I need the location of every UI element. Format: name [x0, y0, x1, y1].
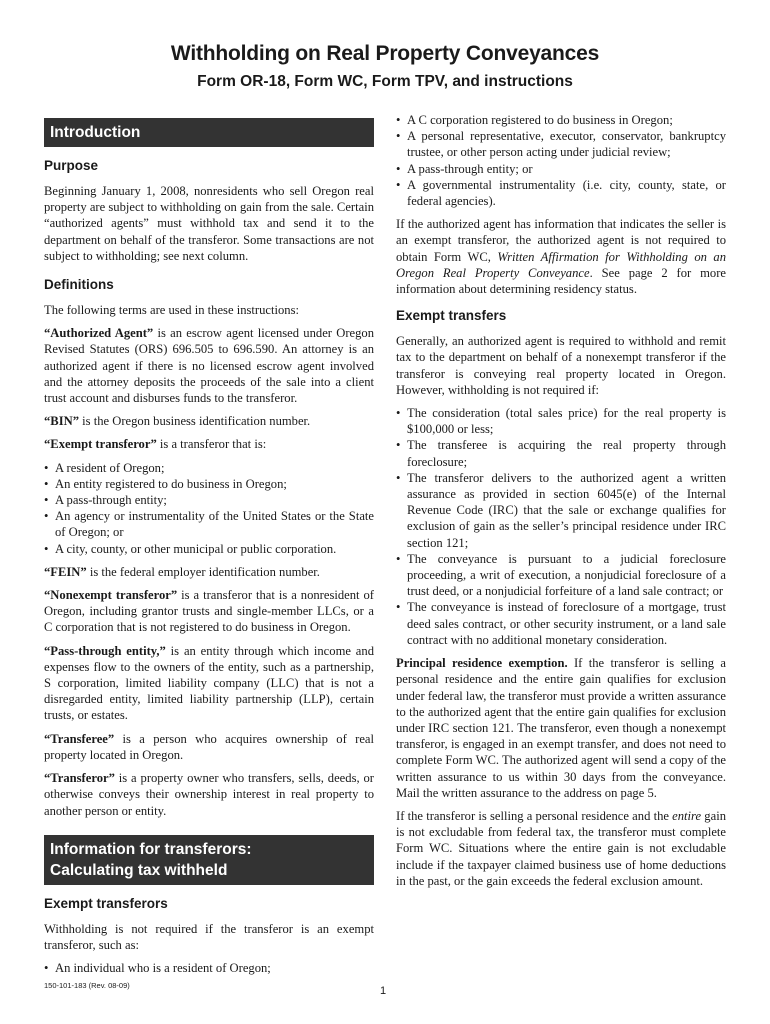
transferee-definition — [44, 731, 374, 763]
page-number: 1 — [380, 985, 387, 997]
entire-emphasis: entire — [672, 808, 702, 823]
fein-term: “FEIN” — [44, 564, 87, 579]
personal-residence-text: If the transferor is selling a personal residence and the — [396, 808, 673, 823]
exempt-transferor-definition — [44, 436, 374, 452]
exempt-transferor-list — [44, 460, 374, 557]
banner-line-2: Calculating tax withheld — [50, 861, 228, 879]
exempt-transferor-term: “Exempt transferor” — [44, 437, 157, 452]
bin-definition — [44, 413, 374, 429]
bin-text: is the Oregon business identification number. — [79, 414, 311, 429]
list-item: • A personal representative, executor, conservator, bankruptcy trustee, or other person acting under judicial review; — [396, 128, 726, 160]
exempt-transfers-heading: Exempt transfers — [396, 308, 507, 324]
transferor-definition — [44, 770, 374, 819]
transferors-info-banner — [44, 835, 374, 885]
list-item: • An entity registered to do business in Oregon; — [44, 476, 374, 492]
principal-residence-paragraph — [396, 655, 726, 801]
definitions-intro: The following terms are used in these instructions: — [44, 303, 299, 318]
exempt-transfers-list — [396, 405, 726, 648]
transferor-text: is a property owner who transfers, sells, deeds, or otherwise conveys their ownership interest in real property to another person or entity. — [44, 771, 374, 818]
authorized-agent-definition — [44, 325, 374, 406]
list-item: • The conveyance is pursuant to a judicial foreclosure proceeding, a writ of execution, a nonjudicial foreclosure of a trust deed, or a nonjudicial forfeiture of a land sale contract; or — [396, 551, 726, 600]
list-item: • An individual who is a resident of Oregon; — [44, 960, 374, 976]
list-item: • The consideration (total sales price) for the real property is $100,000 or less; — [396, 405, 726, 437]
list-item: • A governmental instrumentality (i.e. city, county, state, or federal agencies). — [396, 177, 726, 209]
exempt-transferors-heading: Exempt transferors — [44, 895, 168, 911]
exempt-transfers-paragraph: Generally, an authorized agent is required to withhold and remit tax to the department on behalf of a nonexempt transferor if the transferor is conveying real property located in Oregon. However, withholding is not required if: — [396, 334, 726, 397]
authorized-agent-term: “Authorized Agent” — [44, 326, 154, 341]
pass-through-text: is an entity through which income and expenses flow to the owners of the entity, such as a partnership, S corporation, limited liability company (LLC) that is not a disregarded entity, limited liability partnership (LLP), certain trusts, or estates. — [44, 643, 374, 723]
authorized-agent-text: is an escrow agent licensed under Oregon Revised Statutes (ORS) 696.505 to 696.590. An attorney is an authorized agent if there is no licensed escrow agent involved and the attorney deposits the proceeds of the sale into a client trust account and disburses funds to the transferor. — [44, 326, 375, 406]
document-subtitle: Form OR-18, Form WC, Form TPV, and instructions — [197, 73, 573, 90]
list-item: • A C corporation registered to do business in Oregon; — [396, 112, 726, 128]
personal-residence-paragraph — [396, 808, 726, 889]
form-revision-code: 150-101-183 (Rev. 08-09) — [44, 981, 130, 990]
agent-info-text-end: . See page 2 for more information about determining residency status. — [396, 265, 726, 297]
list-item: • The transferor delivers to the authorized agent a written assurance as provided in section 6045(e) of the Internal Revenue Code (IRC) that the sale or exchange qualifies for exclusion of gain as the seller’s principal residence under IRC section 121; — [396, 470, 726, 551]
exempt-transferors-list — [44, 960, 374, 976]
principal-residence-term: Principal residence exemption. — [396, 656, 568, 671]
pass-through-term: “Pass-through entity,” — [44, 643, 166, 658]
purpose-paragraph: Beginning January 1, 2008, nonresidents who sell Oregon real property are subject to withholding on gain from the sale. Certain “authorized agents” must withhold tax and send it to the department on behalf of the transferor. Some transactions are not subject to withholding; see next column. — [44, 184, 374, 263]
exempt-transferor-types-list — [396, 112, 726, 209]
exempt-transferors-paragraph: Withholding is not required if the transferor is an exempt transferor, such as: — [44, 921, 374, 952]
principal-residence-text: If the transferor is selling a personal residence and the entire gain qualifies for exclusion under federal law, the transferor must provide a written assurance to the authorized agent that the entire gain qualifies for exclusion under IRC section 121. The transferor, even though a nonexempt transferor, is engaged in an exempt transfer, and does not need to complete Form WC. The authorized agent will send a copy of the written assurance to us within 30 days from the conveyance. Mail the written assurance to the address on page 5. — [396, 656, 727, 800]
agent-info-paragraph — [396, 216, 726, 297]
list-item: • An agency or instrumentality of the United States or the State of Oregon; or — [44, 508, 374, 540]
transferee-text: is a person who acquires ownership of real property located in Oregon. — [44, 731, 374, 762]
list-item: • A city, county, or other municipal or public corporation. — [44, 541, 374, 557]
nonexempt-text: is a transferor that is a nonresident of Oregon, including grantor trusts and single-member LLCs, or a C corporation that is not registered to do business in Oregon. — [44, 588, 375, 635]
nonexempt-transferor-definition — [44, 587, 374, 636]
transferor-term: “Transferor” — [44, 771, 115, 786]
purpose-heading: Purpose — [44, 158, 99, 173]
document-title: Withholding on Real Property Conveyances — [170, 42, 600, 65]
introduction-banner: Introduction — [44, 118, 374, 147]
list-item: • The transferee is acquiring the real property through foreclosure; — [396, 437, 726, 469]
form-wc-title: Written Affirmation for Withholding on an Oregon Real Property Conveyance — [396, 249, 726, 280]
nonexempt-term: “Nonexempt transferor” — [44, 588, 178, 603]
agent-info-text: If the authorized agent has information that indicates the seller is an exempt transferor, the authorized agent is not required to obtain Form WC, — [396, 217, 726, 264]
transferee-term: “Transferee” — [44, 731, 115, 746]
list-item: • A pass-through entity; — [44, 492, 374, 508]
list-item: • A pass-through entity; or — [396, 161, 726, 177]
personal-residence-text-end: gain is not excludable from federal tax, the transferor must complete Form WC. Situations where the entire gain is not excludable include if the taxpayer claimed business use of home deductions in the past, or the gain exceeds the federal exclusion amount. — [396, 808, 726, 888]
left-column — [44, 114, 374, 983]
pass-through-definition — [44, 643, 374, 724]
list-item: • The conveyance is instead of foreclosure of a mortgage, trust deed sales contract, or other security instrument, or a land sale contract with no additional monetary consideration. — [396, 599, 726, 648]
bin-term: “BIN” — [44, 414, 79, 429]
exempt-transferor-text: is a transferor that is: — [156, 437, 267, 452]
definitions-heading: Definitions — [44, 277, 114, 293]
fein-definition — [44, 564, 374, 580]
fein-text: is the federal employer identification number. — [86, 564, 320, 579]
list-item: • A resident of Oregon; — [44, 460, 374, 476]
right-column — [396, 112, 726, 896]
banner-line-1: Information for transferors: — [50, 840, 252, 858]
